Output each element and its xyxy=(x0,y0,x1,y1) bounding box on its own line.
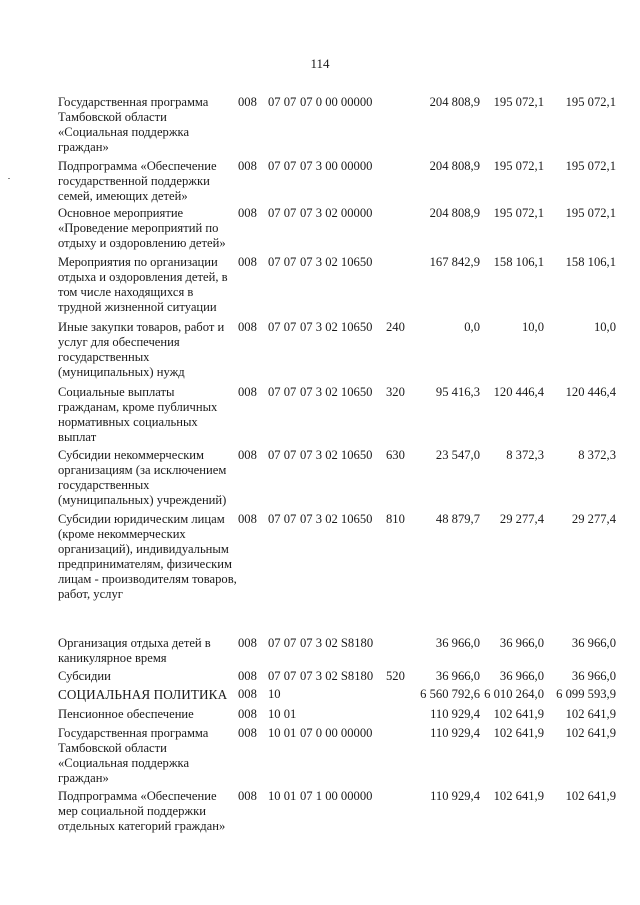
value-year-3: 6 099 593,9 xyxy=(556,687,616,701)
value-year-2: 158 106,1 xyxy=(493,255,544,269)
section-code: 07 07 xyxy=(268,255,297,269)
value-year-1: 95 416,3 xyxy=(435,385,480,399)
section-code: 07 07 xyxy=(268,95,297,109)
target-code: 07 3 02 10650 xyxy=(300,255,373,269)
target-code: 07 3 02 10650 xyxy=(300,385,373,399)
ministry-code: 008 xyxy=(238,687,257,701)
target-code: 07 3 02 S8180 xyxy=(300,669,374,683)
value-year-3: 158 106,1 xyxy=(565,255,616,269)
section-code: 10 01 xyxy=(268,789,297,803)
row-name: Подпрограмма «Обеспечение государственной поддержки семей, имеющих детей» xyxy=(58,159,217,203)
expense-code: 240 xyxy=(386,320,405,334)
value-year-3: 10,0 xyxy=(593,320,616,334)
expense-code: 810 xyxy=(386,512,405,526)
value-year-1: 204 808,9 xyxy=(429,159,480,173)
page-number: 114 xyxy=(310,56,330,71)
target-code: 07 0 00 00000 xyxy=(300,95,373,109)
ministry-code: 008 xyxy=(238,385,257,399)
value-year-2: 102 641,9 xyxy=(493,726,544,740)
section-code: 10 01 xyxy=(268,726,297,740)
ministry-code: 008 xyxy=(238,320,257,334)
value-year-1: 204 808,9 xyxy=(429,95,480,109)
ministry-code: 008 xyxy=(238,669,257,683)
target-code: 07 3 02 10650 xyxy=(300,320,373,334)
row-name: Подпрограмма «Обеспечение мер социальной поддержки отдельных категорий граждан» xyxy=(58,789,226,833)
section-code: 07 07 xyxy=(268,448,297,462)
row-name: Пенсионное обеспечение xyxy=(58,707,194,721)
value-year-1: 48 879,7 xyxy=(435,512,480,526)
expense-code: 520 xyxy=(386,669,405,683)
value-year-1: 204 808,9 xyxy=(429,206,480,220)
value-year-3: 102 641,9 xyxy=(565,789,616,803)
value-year-1: 110 929,4 xyxy=(430,707,480,721)
value-year-3: 195 072,1 xyxy=(565,206,616,220)
value-year-1: 110 929,4 xyxy=(430,726,480,740)
target-code: 07 3 02 10650 xyxy=(300,512,373,526)
expense-code: 630 xyxy=(386,448,405,462)
row-name: Государственная программа Тамбовской области «Социальная поддержка граждан» xyxy=(58,726,209,785)
value-year-1: 110 929,4 xyxy=(430,789,480,803)
value-year-2: 195 072,1 xyxy=(493,159,544,173)
ministry-code: 008 xyxy=(238,206,257,220)
section-code: 10 xyxy=(268,687,281,701)
value-year-2: 10,0 xyxy=(521,320,544,334)
row-name: Социальные выплаты гражданам, кроме публичных нормативных социальных выплат xyxy=(58,385,218,444)
value-year-3: 195 072,1 xyxy=(565,159,616,173)
value-year-2: 8 372,3 xyxy=(506,448,544,462)
row-name: Мероприятия по организации отдыха и оздоровления детей, в том числе находящихся в трудной жизненной ситуации xyxy=(58,255,228,314)
row-name: Основное мероприятие «Проведение мероприятий по отдыху и оздоровлению детей» xyxy=(58,206,226,250)
value-year-2: 195 072,1 xyxy=(493,95,544,109)
value-year-3: 36 966,0 xyxy=(571,636,616,650)
section-code: 07 07 xyxy=(268,320,297,334)
value-year-2: 6 010 264,0 xyxy=(484,687,544,701)
ministry-code: 008 xyxy=(238,726,257,740)
ministry-code: 008 xyxy=(238,255,257,269)
section-code: 10 01 xyxy=(268,707,297,721)
target-code: 07 3 02 S8180 xyxy=(300,636,374,650)
target-code: 07 1 00 00000 xyxy=(300,789,373,803)
row-name: Организация отдыха детей в каникулярное время xyxy=(58,636,211,665)
value-year-1: 167 842,9 xyxy=(429,255,480,269)
value-year-2: 102 641,9 xyxy=(493,707,544,721)
section-code: 07 07 xyxy=(268,385,297,399)
value-year-1: 36 966,0 xyxy=(435,669,480,683)
value-year-1: 6 560 792,6 xyxy=(420,687,480,701)
value-year-3: 36 966,0 xyxy=(571,669,616,683)
value-year-2: 36 966,0 xyxy=(499,636,544,650)
value-year-3: 195 072,1 xyxy=(565,95,616,109)
value-year-1: 36 966,0 xyxy=(435,636,480,650)
row-name: СОЦИАЛЬНАЯ ПОЛИТИКА xyxy=(58,687,228,702)
row-name: Иные закупки товаров, работ и услуг для обеспечения государственных (муниципальных) нужд xyxy=(58,320,225,379)
value-year-3: 102 641,9 xyxy=(565,726,616,740)
row-name: Субсидии некоммерческим организациям (за исключением государственных (муниципальных) учреждений) xyxy=(58,448,227,507)
target-code: 07 3 02 00000 xyxy=(300,206,373,220)
value-year-3: 8 372,3 xyxy=(578,448,616,462)
section-code: 07 07 xyxy=(268,206,297,220)
section-code: 07 07 xyxy=(268,512,297,526)
ministry-code: 008 xyxy=(238,512,257,526)
section-code: 07 07 xyxy=(268,159,297,173)
value-year-2: 102 641,9 xyxy=(493,789,544,803)
value-year-2: 120 446,4 xyxy=(493,385,544,399)
ministry-code: 008 xyxy=(238,448,257,462)
value-year-1: 23 547,0 xyxy=(435,448,480,462)
expense-code: 320 xyxy=(386,385,405,399)
ministry-code: 008 xyxy=(238,159,257,173)
value-year-1: 0,0 xyxy=(464,320,480,334)
row-name: Субсидии xyxy=(58,669,111,683)
row-name: Государственная программа Тамбовской области «Социальная поддержка граждан» xyxy=(58,95,209,154)
section-code: 07 07 xyxy=(268,669,297,683)
ministry-code: 008 xyxy=(238,789,257,803)
section-code: 07 07 xyxy=(268,636,297,650)
target-code: 07 0 00 00000 xyxy=(300,726,373,740)
value-year-3: 102 641,9 xyxy=(565,707,616,721)
value-year-3: 29 277,4 xyxy=(571,512,616,526)
ministry-code: 008 xyxy=(238,707,257,721)
row-name: Субсидии юридическим лицам (кроме некоммерческих организаций), индивидуальным предпринимателям, физическим лицам - производителям товаров, работ, услуг xyxy=(58,512,237,601)
target-code: 07 3 02 10650 xyxy=(300,448,373,462)
ministry-code: 008 xyxy=(238,636,257,650)
ministry-code: 008 xyxy=(238,95,257,109)
value-year-2: 195 072,1 xyxy=(493,206,544,220)
value-year-3: 120 446,4 xyxy=(565,385,616,399)
value-year-2: 36 966,0 xyxy=(499,669,544,683)
value-year-2: 29 277,4 xyxy=(499,512,544,526)
target-code: 07 3 00 00000 xyxy=(300,159,373,173)
